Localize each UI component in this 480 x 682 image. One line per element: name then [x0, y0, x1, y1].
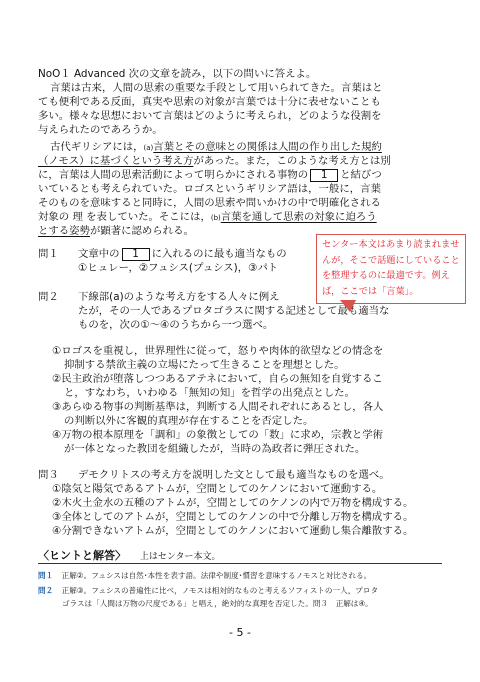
q2-choice: ④万物の根本原理を「調和」の象徴としての「数」に求め，宗教と学術	[52, 429, 384, 441]
red-callout-note: センター本文はあまり読まれませんが，そこで話題にしていることを整理するのに最適です。例えば，ここでは「言葉」。	[316, 234, 466, 304]
hint-q2	[38, 585, 378, 596]
hint-note: 上はセンター本文。	[139, 552, 221, 562]
underlined-phrase-b-cont: とする姿勢	[38, 225, 90, 237]
callout-pointer	[340, 300, 356, 312]
hint-q1-label: 問１	[38, 571, 54, 580]
page-number: - 5 -	[229, 626, 251, 639]
para2-line	[38, 224, 194, 238]
q2-choice: ③あらゆる物事の判断基準は，判断する人間それぞれにあるとし，各人	[52, 401, 384, 413]
para2-text: が顕著に認められる。	[89, 225, 194, 237]
q2-line: たが，その一人であるプロタゴラスに関する記述として最も適当な	[78, 305, 390, 317]
q3-choice: ④分割できないアトムが，空間としてのケノンにおいて運動し集合離散する。	[52, 525, 414, 537]
underline-marker-b: (b)	[210, 214, 221, 222]
hint-heading	[38, 547, 220, 563]
q1-text: に入れるのに最も適当なもの	[151, 248, 287, 260]
para2-line: そのものを意味すると同時に，人間の思索や問いかけの中で明確化される	[38, 197, 381, 209]
para2-line	[50, 140, 382, 155]
q2-label: 問２	[38, 291, 59, 303]
q3-choice: ①陰気と陽気であるアトムが，空間としてのケノンにおいて運動する。	[52, 483, 383, 495]
q3-line: デモクリトスの考え方を説明した文として最も適当なものを選べ。	[78, 469, 390, 481]
blank-box-1: 1	[122, 248, 150, 261]
para2-text: 古代ギリシアには，	[50, 141, 144, 153]
para2-text: に，言葉は人間の思索活動によって明らかにされる事物の	[38, 169, 309, 181]
hint-q2-label: 問２	[38, 586, 54, 595]
q2-choice: の判断以外に客観的真理が存在することを否定した。	[64, 415, 314, 427]
q2-choice: ②民主政治が堕落しつつあるアテネにおいて，自らの無知を自覚するこ	[52, 373, 383, 385]
title-line: NoO１ Advanced 次の文章を読み，以下の問いに答えよ。	[38, 68, 317, 80]
hint-q1	[38, 570, 371, 581]
hint-divider	[38, 563, 442, 564]
para2-text: 対象の 理 を表していた。そこには，	[38, 211, 211, 223]
para2-line	[38, 168, 382, 182]
q2-choice: が一体となった教団を組織したが，当時の為政者に弾圧された。	[64, 443, 366, 455]
underlined-phrase-a: 言葉とその意味との関係は人間の作り出した規約	[153, 141, 382, 153]
q2-line: ものを，次の①～④のうちから一つ選べ。	[78, 319, 274, 331]
hint-q1-text: 正解②。フュシスは自然･本性を表す語。法律や制度･慣習を意味するノモスと対比される。	[61, 571, 372, 580]
para1-line: 与えられたのであろうか。	[38, 124, 163, 136]
para1-line: 多い。様々な思想において言葉はどのように考えられ，どのような役割を	[38, 110, 382, 122]
underlined-phrase-b: 言葉を通して思索の対象に迫ろう	[220, 211, 377, 223]
para1-line: 言葉は古来，人間の思索の重要な手段として用いられてきた。言葉はと	[50, 82, 383, 94]
q1-label: 問１	[38, 248, 59, 260]
para2-line	[38, 154, 391, 168]
q3-label: 問３	[38, 469, 59, 481]
hint-q2-cont: ゴラスは「人間は万物の尺度である」と唱え，絶対的な真理を否定した。問３ 正解は④。	[62, 599, 373, 608]
q2-choice: 抑制する禁欲主義の立場にたって生きることを理想とした。	[64, 359, 345, 371]
q3-choice: ②木火土金水の五種のアトムが，空間としてのケノンの内で万物を構成する。	[52, 497, 414, 509]
hint-title: 〈ヒントと解答〉	[38, 549, 126, 562]
hint-q2-text: 正解③。フュシスの普遍性に比べ，ノモスは相対的なものと考えるソフィストの一人，プロタ	[61, 586, 379, 595]
blank-box-1: 1	[310, 169, 338, 182]
underline-marker-a: (a)	[143, 144, 154, 152]
para2-line: いているとも考えられていた。ロゴスというギリシア語は，一般に，言葉	[38, 183, 381, 195]
para2-text: があった。また，このような考え方とは別	[193, 155, 391, 167]
para1-line: ても便利である反面，真実や思索の対象が言葉では十分に表せないことも	[38, 96, 381, 108]
underlined-phrase-a-cont: （ノモス）に基づくという考え方	[38, 155, 194, 167]
para2-line	[38, 210, 377, 225]
q2-choice: と，すなわち，いわゆる「無知の知」を哲学の出発点とした。	[64, 387, 355, 399]
q2-line: 下線部(a)のような考え方をする人々に例え	[78, 291, 280, 303]
para2-text: と結びつ	[340, 169, 382, 181]
q3-choice: ③全体としてのアトムが，空間としてのケノンの中で分離し万物を構成する。	[52, 511, 414, 523]
q2-choice: ①ロゴスを重視し，世界理性に従って，怒りや肉体的欲望などの情念を	[52, 345, 384, 357]
q1-options: ①ヒュレー，②フュシス(プュシス)，③パト	[78, 262, 279, 274]
q1-line	[78, 247, 287, 261]
q1-text: 文章中の	[78, 248, 120, 260]
